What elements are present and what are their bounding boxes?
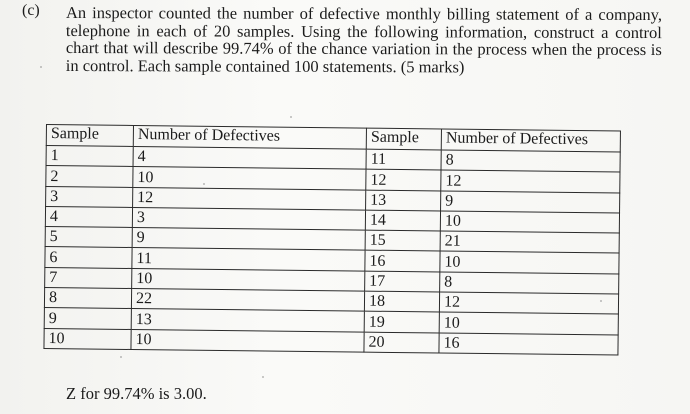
header-defectives-2: Number of Defectives [441, 129, 620, 152]
sample-cell: 19 [364, 311, 439, 332]
header-sample-1: Sample [46, 125, 133, 147]
sample-cell: 8 [44, 288, 131, 309]
question-label: (c) [22, 2, 40, 19]
scan-speck [40, 66, 42, 68]
defectives-table [43, 124, 621, 355]
sample-cell: 15 [365, 230, 440, 251]
defectives-cell: 10 [440, 211, 619, 233]
sample-cell: 11 [366, 149, 441, 170]
sample-cell: 20 [364, 332, 439, 353]
defectives-cell: 4 [133, 146, 366, 169]
sample-cell: 4 [45, 206, 132, 227]
defectives-cell: 8 [440, 272, 619, 294]
defectives-cell: 3 [132, 207, 365, 230]
defectives-cell: 21 [440, 231, 619, 253]
defectives-cell: 12 [133, 187, 366, 210]
defectives-cell: 16 [439, 333, 618, 355]
defectives-cell: 8 [441, 150, 620, 172]
defectives-cell: 10 [131, 329, 364, 352]
sample-cell: 1 [46, 146, 133, 167]
scan-speck [262, 376, 264, 378]
defectives-cell: 10 [132, 268, 365, 291]
defectives-cell: 9 [441, 191, 620, 213]
scan-speck [120, 356, 122, 358]
defectives-cell: 12 [439, 292, 618, 314]
scan-speck [290, 116, 292, 118]
sample-cell: 7 [45, 267, 132, 288]
sample-cell: 17 [365, 271, 440, 292]
z-value-note: Z for 99.74% is 3.00. [66, 384, 207, 403]
sample-cell: 12 [366, 169, 441, 190]
defectives-cell: 13 [131, 309, 364, 332]
sample-cell: 9 [44, 308, 131, 329]
defectives-cell: 11 [132, 248, 365, 271]
scan-speck [203, 183, 205, 185]
sample-cell: 18 [364, 291, 439, 312]
defectives-cell: 10 [133, 167, 366, 190]
sample-cell: 16 [365, 251, 440, 272]
header-defectives-1: Number of Defectives [133, 125, 366, 149]
sample-cell: 5 [45, 227, 132, 248]
sample-cell: 14 [365, 210, 440, 231]
defectives-cell: 10 [439, 312, 618, 334]
defectives-cell: 12 [441, 170, 620, 192]
sample-cell: 13 [366, 190, 441, 211]
scan-speck [600, 300, 602, 302]
defectives-cell: 10 [440, 251, 619, 273]
sample-cell: 2 [46, 166, 133, 187]
defectives-cell: 22 [131, 289, 364, 312]
question-text: An inspector counted the number of defective monthly billing statement of a company, telephone in each of 20 samples. Using the following information, construct a control chart that will describe 99.74% of the chance variation in the process when the process is in control. Each sample contained 100 statements. (5 marks) [65, 3, 662, 76]
sample-cell: 3 [46, 186, 133, 207]
sample-cell: 6 [45, 247, 132, 268]
sample-cell: 10 [44, 328, 131, 349]
header-sample-2: Sample [366, 128, 441, 150]
defectives-cell: 9 [132, 228, 365, 251]
